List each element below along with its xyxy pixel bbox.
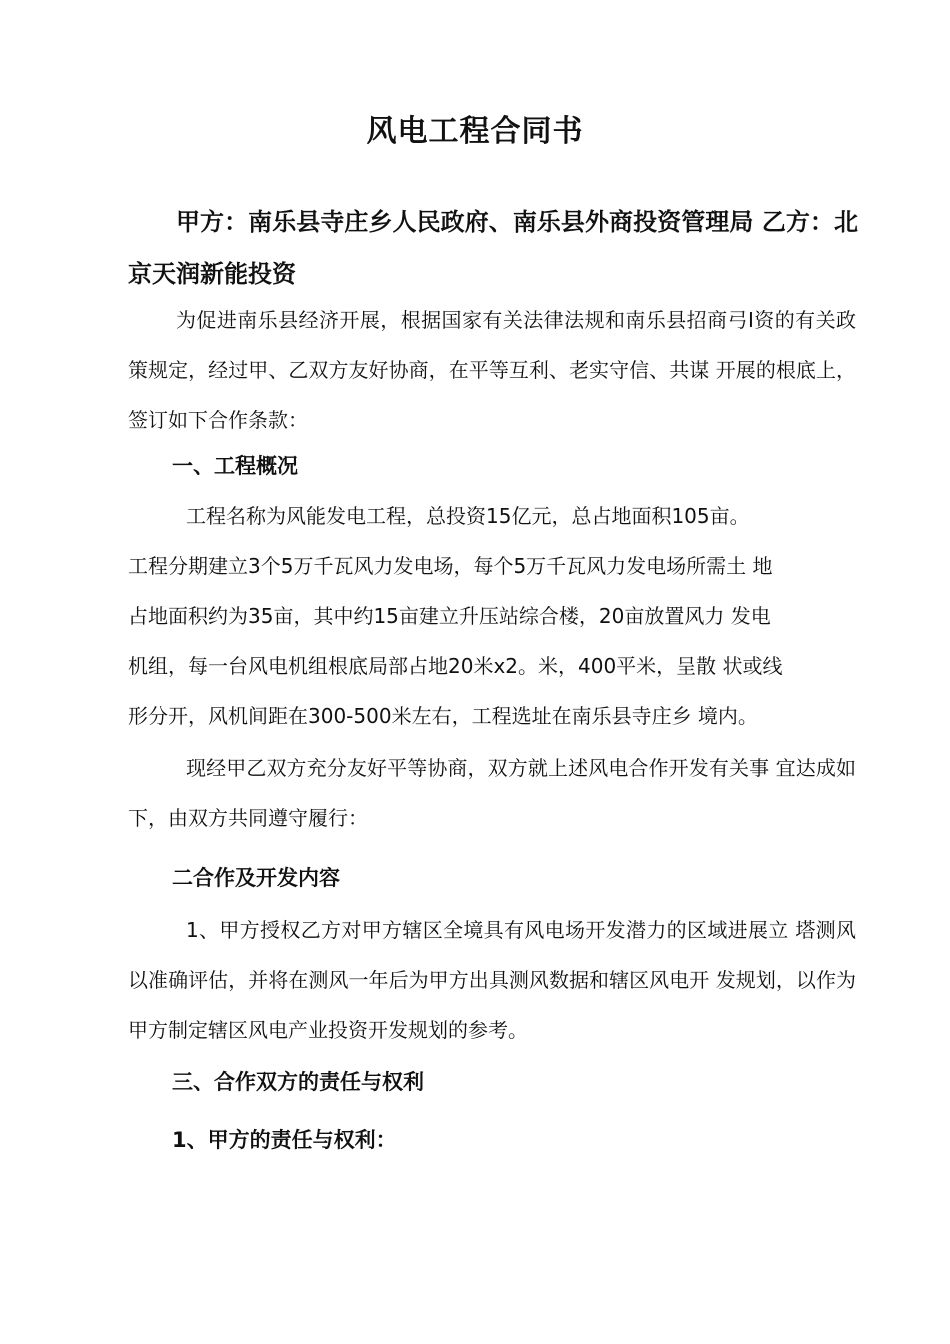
document-title: 风电工程合同书 xyxy=(366,114,584,149)
paragraph-line: 形分开，风机间距在300-500米左右，工程选址在南乐县寺庄乡 境内。 xyxy=(128,704,758,728)
section-1-paragraph-2: 现经甲乙双方充分友好平等协商，双方就上述风电合作开发有关事 宜达成如下，由双方共同遵守履行： xyxy=(128,756,856,830)
section-2-paragraph-1: 1、甲方授权乙方对甲方辖区全境具有风电场开发潜力的区域进展立 塔测风以准确评估，并将在测风一年后为甲方出具测风数据和辖区风电开 发规划，以作为甲方制定辖区风电产业投资开发规划的参考。 xyxy=(128,918,856,1042)
section-3-subheading-1: 1、甲方的责任与权利： xyxy=(172,1128,397,1152)
paragraph-line: 机组，每一台风电机组根底局部占地20米x2。米，400平米，呈散 状或线 xyxy=(128,654,783,678)
intro-paragraph: 为促进南乐县经济开展，根据国家有关法律法规和南乐县招商弓I资的有关政策规定，经过甲、乙双方友好协商，在平等互利、老实守信、共谋 开展的根底上，签订如下合作条款： xyxy=(128,308,856,432)
section-1-heading: 一、工程概况 xyxy=(172,454,298,478)
paragraph-line: 工程分期建立3个5万千瓦风力发电场，每个5万千瓦风力发电场所需土 地 xyxy=(128,554,773,578)
contract-parties: 甲方：南乐县寺庄乡人民政府、南乐县外商投资管理局 乙方：北京天润新能投资 xyxy=(128,208,858,288)
section-2-heading: 二合作及开发内容 xyxy=(172,866,340,890)
section-3-heading: 三、合作双方的责任与权利 xyxy=(172,1070,424,1094)
paragraph-line: 工程名称为风能发电工程，总投资15亿元，总占地面积105亩。 xyxy=(186,504,750,528)
paragraph-line: 占地面积约为35亩，其中约15亩建立升压站综合楼，20亩放置风力 发电 xyxy=(128,604,771,628)
section-1-paragraph-1 xyxy=(128,491,856,741)
